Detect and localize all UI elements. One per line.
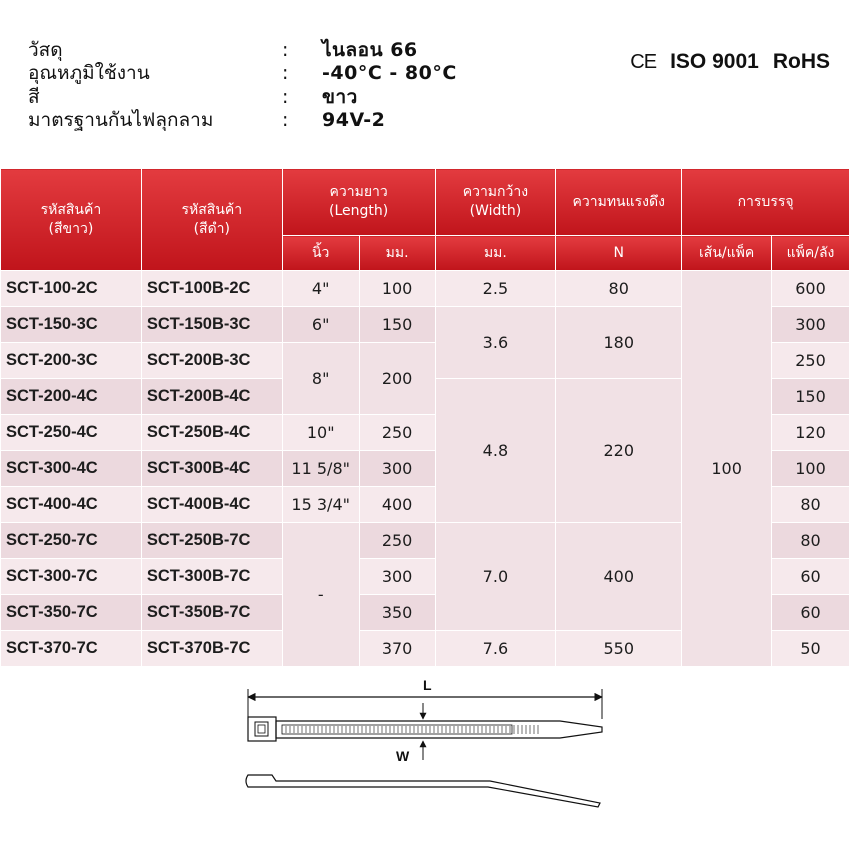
code-black-cell: SCT-150B-3C bbox=[141, 307, 282, 343]
code-black-cell: SCT-200B-4C bbox=[141, 379, 282, 415]
spec-colon: : bbox=[282, 85, 289, 108]
header-per-box: แพ็ค/ลัง bbox=[772, 236, 850, 271]
header-mm-length: มม. bbox=[359, 236, 435, 271]
spec-value: ขาว bbox=[322, 85, 358, 108]
ce-mark: CE bbox=[630, 50, 657, 73]
mm-cell: 370 bbox=[359, 631, 435, 667]
code-black-cell: SCT-400B-4C bbox=[141, 487, 282, 523]
width-cell: 7.0 bbox=[435, 523, 556, 631]
spec-value: ไนลอน 66 bbox=[322, 38, 418, 61]
code-white-cell: SCT-150-3C bbox=[1, 307, 142, 343]
code-black-cell: SCT-250B-4C bbox=[141, 415, 282, 451]
width-cell: 3.6 bbox=[435, 307, 556, 379]
tensile-cell: 180 bbox=[556, 307, 682, 379]
spec-label: วัสดุ bbox=[28, 38, 63, 61]
certification-marks bbox=[630, 50, 830, 74]
width-cell: 2.5 bbox=[435, 271, 556, 307]
width-cell: 4.8 bbox=[435, 379, 556, 523]
spec-value: 94V-2 bbox=[322, 109, 386, 132]
code-black-cell: SCT-100B-2C bbox=[141, 271, 282, 307]
header-newton: N bbox=[556, 236, 682, 271]
tensile-cell: 400 bbox=[556, 523, 682, 631]
per-box-cell: 50 bbox=[772, 631, 850, 667]
code-white-cell: SCT-250-4C bbox=[1, 415, 142, 451]
header-inch: นิ้ว bbox=[282, 236, 359, 271]
inch-cell: 11 5/8" bbox=[282, 451, 359, 487]
cable-tie-drawing bbox=[240, 675, 610, 825]
inch-cell: - bbox=[282, 523, 359, 667]
code-white-cell: SCT-200-3C bbox=[1, 343, 142, 379]
header-per-pack: เส้น/แพ็ค bbox=[682, 236, 772, 271]
per-pack-cell: 100 bbox=[682, 271, 772, 667]
header-code-black: รหัสสินค้า (สีดำ) bbox=[141, 169, 282, 271]
per-box-cell: 150 bbox=[772, 379, 850, 415]
code-white-cell: SCT-300-4C bbox=[1, 451, 142, 487]
product-spec-table bbox=[0, 168, 850, 667]
per-box-cell: 80 bbox=[772, 487, 850, 523]
code-black-cell: SCT-300B-4C bbox=[141, 451, 282, 487]
spec-row-flame-rating bbox=[28, 109, 457, 133]
tensile-cell: 220 bbox=[556, 379, 682, 523]
code-white-cell: SCT-400-4C bbox=[1, 487, 142, 523]
mm-cell: 350 bbox=[359, 595, 435, 631]
code-black-cell: SCT-350B-7C bbox=[141, 595, 282, 631]
per-box-cell: 100 bbox=[772, 451, 850, 487]
header-width: ความกว้าง (Width) bbox=[435, 169, 556, 236]
per-box-cell: 300 bbox=[772, 307, 850, 343]
spec-colon: : bbox=[282, 62, 289, 85]
per-box-cell: 600 bbox=[772, 271, 850, 307]
inch-cell: 4" bbox=[282, 271, 359, 307]
spec-label: อุณหภูมิใช้งาน bbox=[28, 62, 150, 85]
code-black-cell: SCT-250B-7C bbox=[141, 523, 282, 559]
header-code-white: รหัสสินค้า (สีขาว) bbox=[1, 169, 142, 271]
cable-tie-diagram bbox=[240, 675, 610, 825]
inch-cell: 10" bbox=[282, 415, 359, 451]
per-box-cell: 120 bbox=[772, 415, 850, 451]
inch-cell: 6" bbox=[282, 307, 359, 343]
tensile-cell: 80 bbox=[556, 271, 682, 307]
code-black-cell: SCT-200B-3C bbox=[141, 343, 282, 379]
code-black-cell: SCT-370B-7C bbox=[141, 631, 282, 667]
inch-cell: 8" bbox=[282, 343, 359, 415]
inch-cell: 15 3/4" bbox=[282, 487, 359, 523]
table-row bbox=[1, 271, 850, 307]
mm-cell: 300 bbox=[359, 451, 435, 487]
iso-mark: ISO 9001 bbox=[670, 50, 759, 73]
spec-list bbox=[28, 38, 457, 132]
mm-cell: 400 bbox=[359, 487, 435, 523]
code-white-cell: SCT-100-2C bbox=[1, 271, 142, 307]
code-white-cell: SCT-370-7C bbox=[1, 631, 142, 667]
code-white-cell: SCT-200-4C bbox=[1, 379, 142, 415]
per-box-cell: 250 bbox=[772, 343, 850, 379]
per-box-cell: 80 bbox=[772, 523, 850, 559]
spec-colon: : bbox=[282, 109, 289, 132]
spec-label: มาตรฐานกันไฟลุกลาม bbox=[28, 109, 214, 132]
width-cell: 7.6 bbox=[435, 631, 556, 667]
mm-cell: 300 bbox=[359, 559, 435, 595]
header-length: ความยาว (Length) bbox=[282, 169, 435, 236]
mm-cell: 100 bbox=[359, 271, 435, 307]
width-label: W bbox=[396, 748, 410, 764]
mm-cell: 250 bbox=[359, 415, 435, 451]
length-label: L bbox=[423, 677, 432, 693]
mm-cell: 200 bbox=[359, 343, 435, 415]
header-tensile: ความทนแรงดึง bbox=[556, 169, 682, 236]
code-black-cell: SCT-300B-7C bbox=[141, 559, 282, 595]
header-packing: การบรรจุ bbox=[682, 169, 850, 236]
spec-colon: : bbox=[282, 38, 289, 61]
per-box-cell: 60 bbox=[772, 559, 850, 595]
code-white-cell: SCT-350-7C bbox=[1, 595, 142, 631]
mm-cell: 250 bbox=[359, 523, 435, 559]
mm-cell: 150 bbox=[359, 307, 435, 343]
header-mm-width: มม. bbox=[435, 236, 556, 271]
spec-value: -40°C - 80°C bbox=[322, 62, 457, 85]
per-box-cell: 60 bbox=[772, 595, 850, 631]
rohs-mark: RoHS bbox=[772, 50, 830, 73]
code-white-cell: SCT-300-7C bbox=[1, 559, 142, 595]
spec-label: สี bbox=[28, 85, 40, 108]
code-white-cell: SCT-250-7C bbox=[1, 523, 142, 559]
tensile-cell: 550 bbox=[556, 631, 682, 667]
